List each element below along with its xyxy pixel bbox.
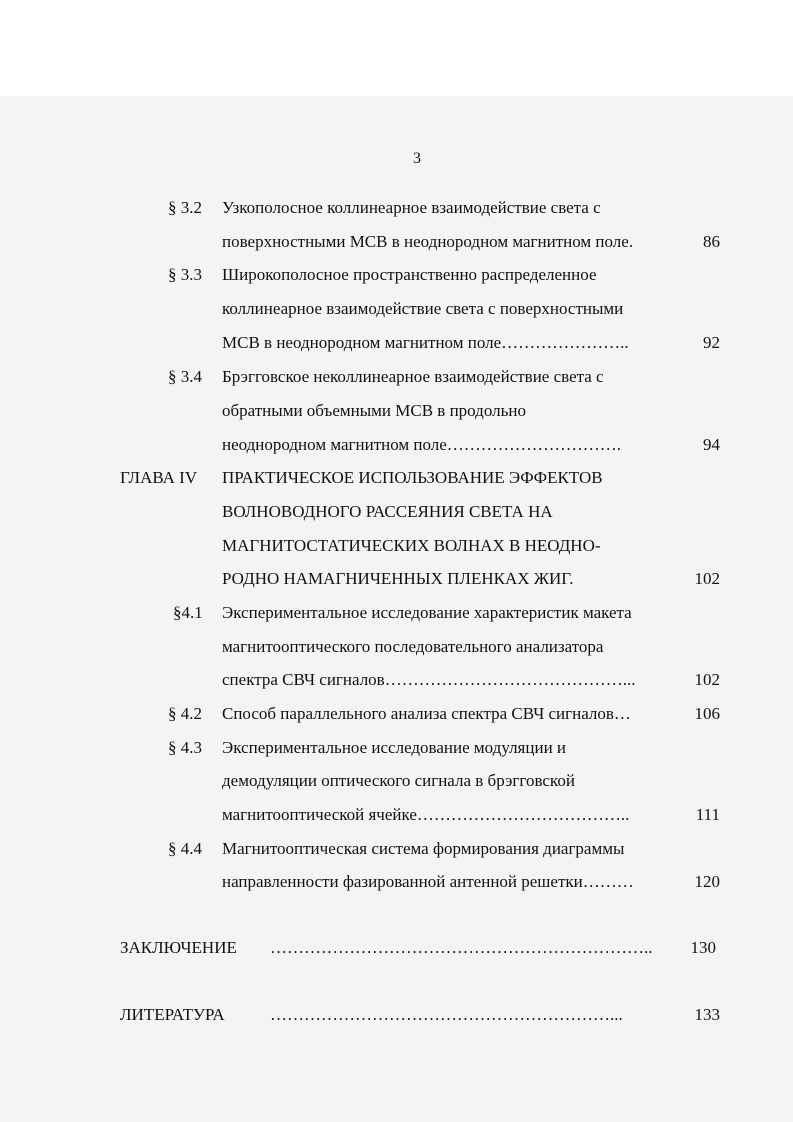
entry-line: Экспериментальное исследование характеристик макета	[222, 603, 632, 622]
entry-line: Магнитооптическая система формирования диаграммы	[222, 839, 625, 858]
page-ref: 111	[695, 805, 720, 824]
dot-leader: ……………………………………………………...	[270, 1005, 623, 1024]
section-label: § 3.2	[168, 198, 202, 217]
page-ref: 92	[703, 333, 720, 352]
entry-line: ПРАКТИЧЕСКОЕ ИСПОЛЬЗОВАНИЕ ЭФФЕКТОВ	[222, 468, 603, 487]
entry-line: демодуляции оптического сигнала в брэгговской	[222, 771, 575, 790]
entry-line: поверхностными МСВ в неоднородном магнитном поле.	[222, 232, 634, 251]
page-ref: 102	[694, 569, 720, 588]
page-ref: 94	[703, 435, 720, 454]
entry-line: обратными объемными МСВ в продольно	[222, 401, 526, 420]
entry-line: МСВ в неоднородном магнитном поле…………………..	[222, 333, 629, 352]
page-ref: 120	[694, 872, 720, 891]
entry-line: Экспериментальное исследование модуляции и	[222, 738, 567, 757]
section-label: §4.1	[173, 603, 203, 622]
entry-line: Узкополосное коллинеарное взаимодействие света с	[222, 198, 601, 217]
section-label: § 4.2	[168, 704, 202, 723]
conclusion-label: ЗАКЛЮЧЕНИЕ	[120, 938, 237, 957]
literature-label: ЛИТЕРАТУРА	[120, 1005, 225, 1024]
chapter-label: ГЛАВА IV	[120, 468, 198, 487]
dot-leader: …………………………………………………………..	[270, 938, 653, 957]
entry-line: ВОЛНОВОДНОГО РАССЕЯНИЯ СВЕТА НА	[222, 502, 553, 521]
section-label: § 4.4	[168, 839, 202, 858]
entry-line: МАГНИТОСТАТИЧЕСКИХ ВОЛНАХ В НЕОДНО-	[222, 536, 601, 555]
section-label: § 4.3	[168, 738, 202, 757]
entry-line: магнитооптического последовательного анализатора	[222, 637, 604, 656]
entry-line: спектра СВЧ сигналов……………………………………...	[222, 670, 636, 689]
page-ref: 106	[694, 704, 720, 723]
page-ref: 130	[690, 938, 716, 957]
section-label: § 3.4	[168, 367, 202, 386]
entry-line: Способ параллельного анализа спектра СВЧ сигналов…	[222, 704, 631, 723]
entry-line: Широкополосное пространственно распределенное	[222, 265, 597, 284]
section-label: § 3.3	[168, 265, 202, 284]
entry-line: коллинеарное взаимодействие света с поверхностными	[222, 299, 624, 318]
page-ref: 102	[694, 670, 720, 689]
entry-line: направленности фазированной антенной решетки………	[222, 872, 634, 891]
page-ref: 133	[694, 1005, 720, 1024]
entry-line: неоднородном магнитном поле………………………….	[222, 435, 622, 454]
entry-line: РОДНО НАМАГНИЧЕННЫХ ПЛЕНКАХ ЖИГ.	[222, 569, 574, 588]
page-top-margin	[0, 0, 793, 96]
page-ref: 86	[703, 232, 720, 251]
entry-line: Брэгговское неколлинеарное взаимодействие света с	[222, 367, 604, 386]
entry-line: магнитооптической ячейке………………………………..	[222, 805, 630, 824]
page-number: 3	[413, 150, 421, 167]
